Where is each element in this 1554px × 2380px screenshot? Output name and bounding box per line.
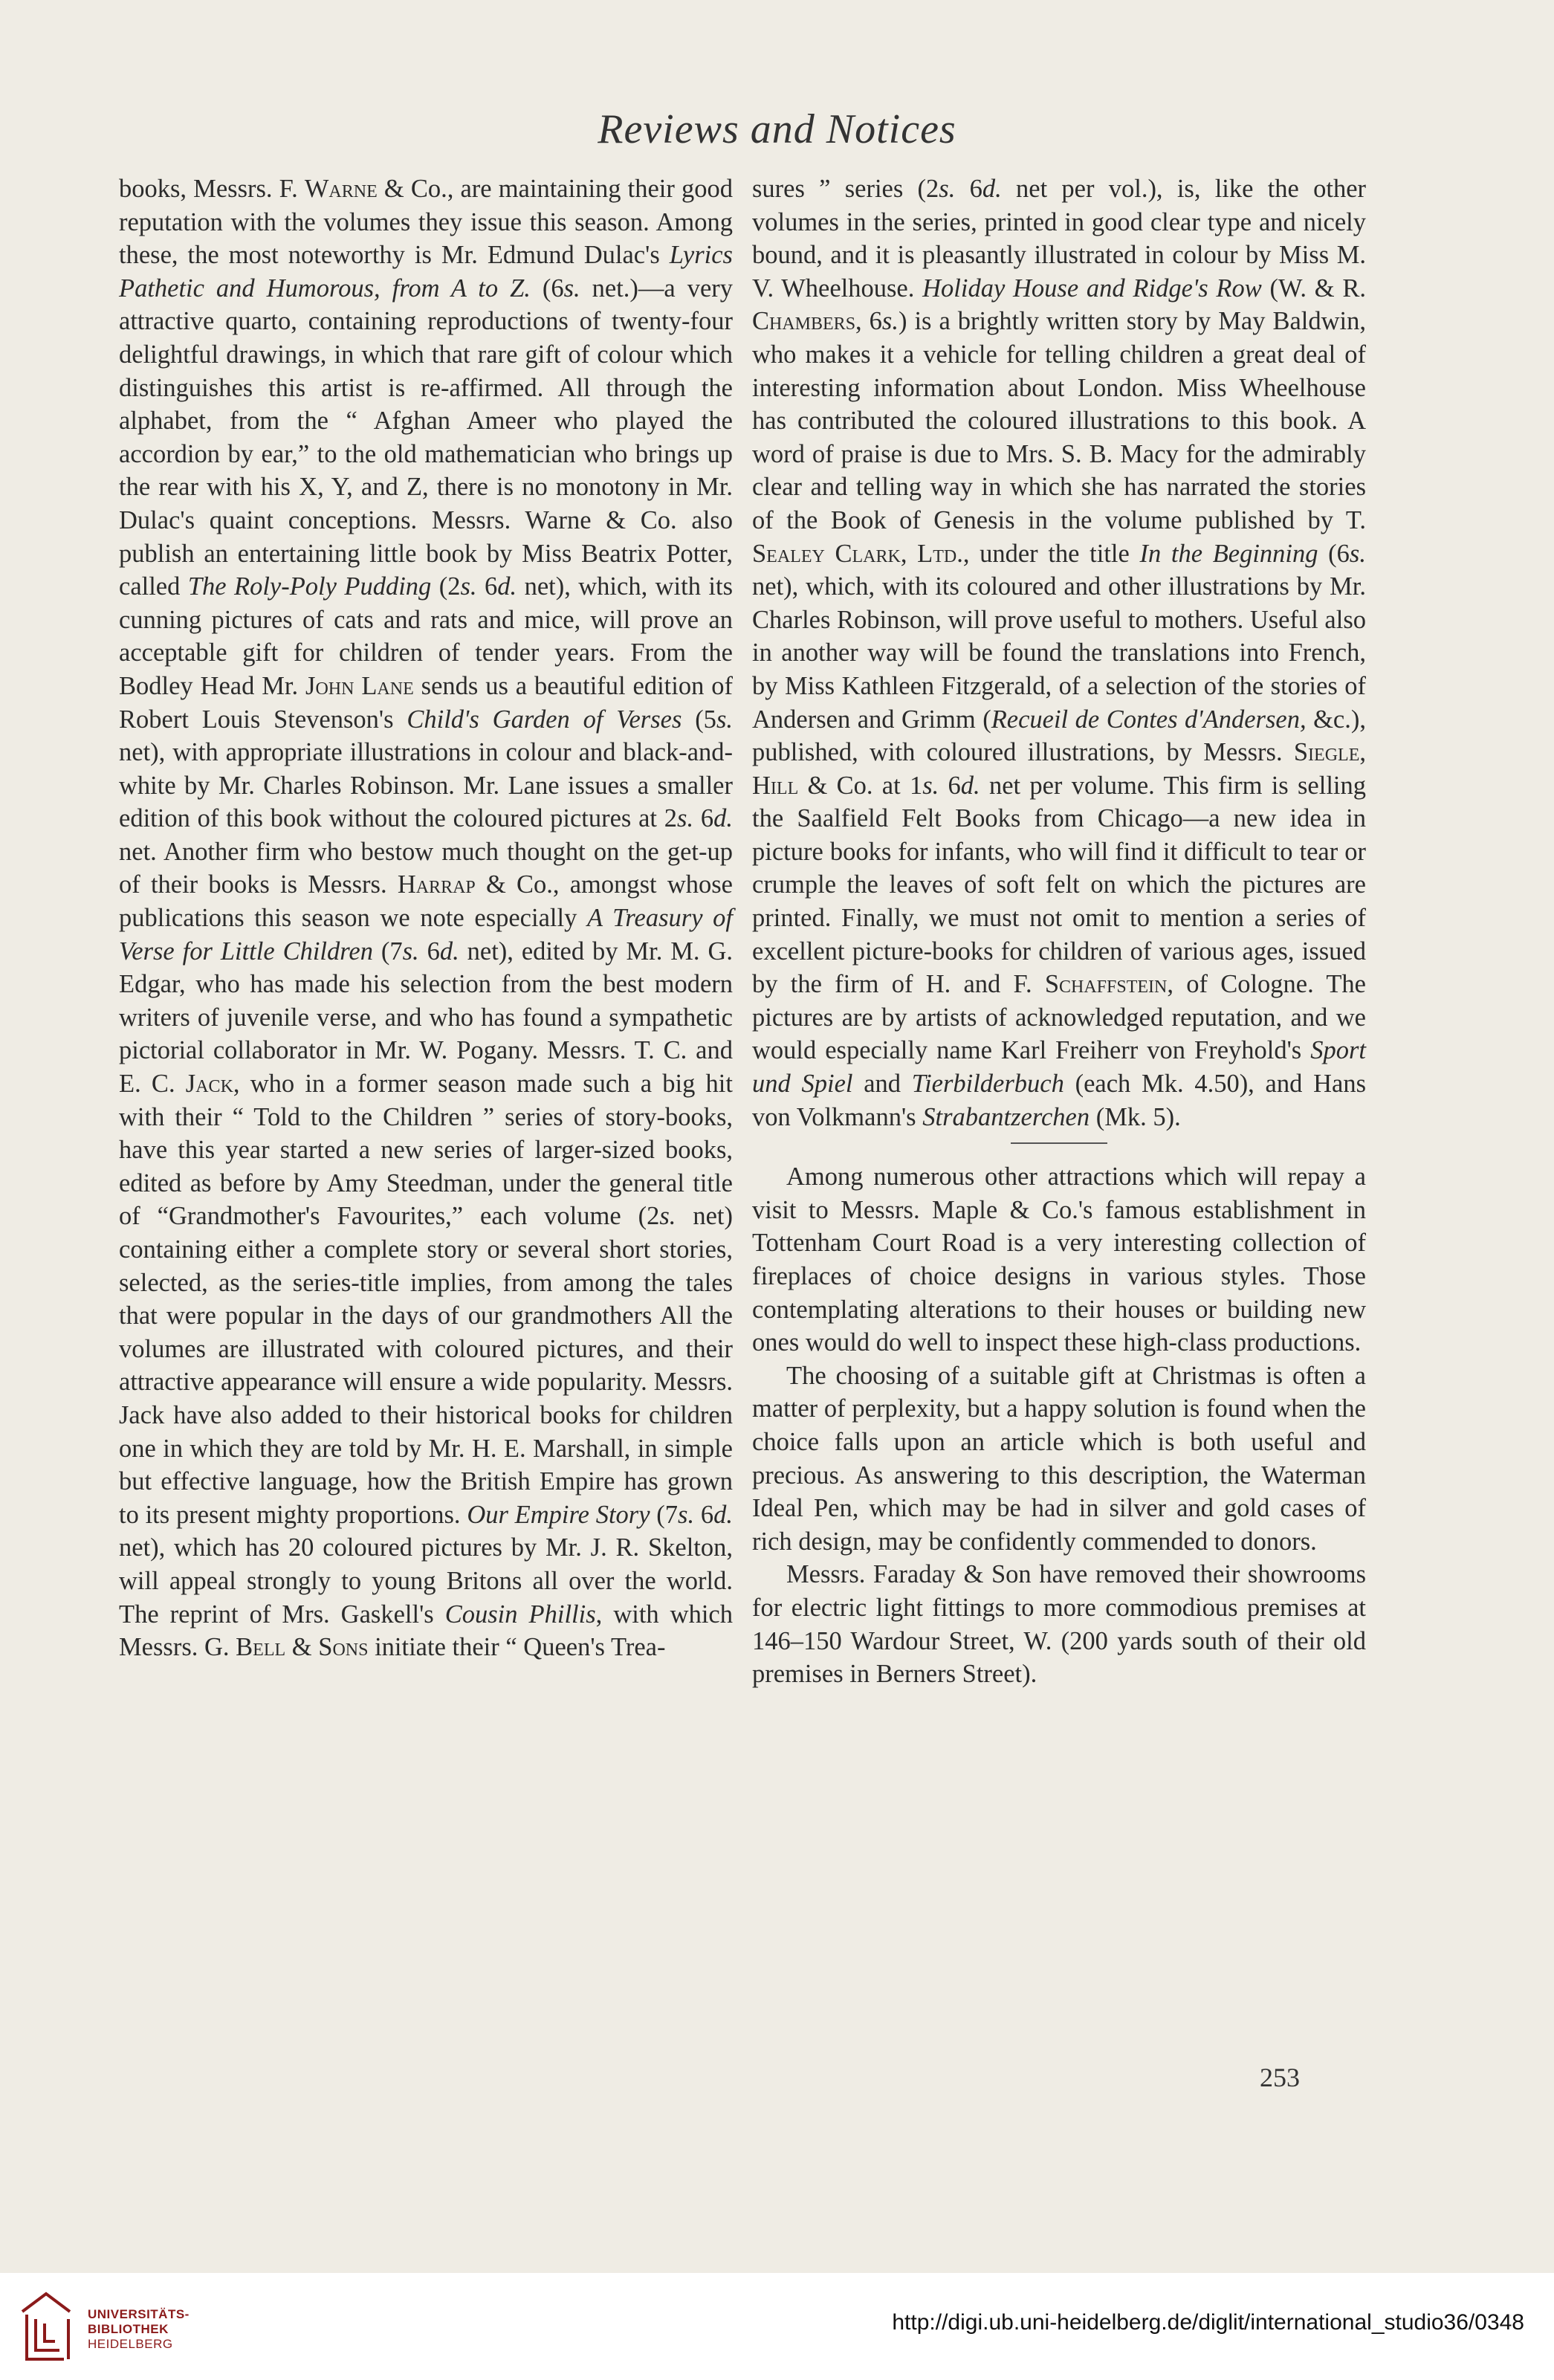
footer-bar bbox=[0, 2273, 1554, 2380]
section-divider bbox=[1011, 1142, 1107, 1144]
source-url-link[interactable]: http://digi.ub.uni-heidelberg.de/diglit/international_studio36/0348 bbox=[892, 2310, 1524, 2335]
right-paragraph-1: sures ” series (2s. 6d. net per vol.), is, like the other volumes in the series, printed in good clear type and nicely bound, and it is pleasantly illustrated in colour by Miss M. V. Wheelhouse. Holiday House and Ridge's Row (W. & R. Chambers, 6s.) is a brightly written story by May Baldwin, who makes it a vehicle for telling children a great deal of interesting information about London. Miss Wheelhouse has contributed the coloured illustrations to this book. A word of praise is due to Mrs. S. B. Macy for the admirably clear and telling way in which she has narrated the stories of the Book of Genesis in the volume published by T. Sealey Clark, Ltd., under the title In the Beginning (6s. net), which, with its coloured and other illustrations by Mr. Charles Robinson, will prove useful to mothers. Useful also in another way will be found the translations into French, by Miss Kathleen Fitzgerald, of a selection of the stories of Andersen and Grimm (Recueil de Contes d'Andersen, &c.), published, with coloured illustrations, by Messrs. Siegle, Hill & Co. at 1s. 6d. net per volume. This firm is selling the Saalfield Felt Books from Chicago—a new idea in picture books for infants, who will find it difficult to tear or crumple the leaves of soft felt on which the pictures are printed. Finally, we must not omit to mention a series of excellent picture-books for children of various ages, issued by the firm of H. and F. Schaffstein, of Cologne. The pictures are by artists of acknowledged reputation, and we would especially name Karl Freiherr von Freyhold's Sport und Spiel and Tierbilderbuch (each Mk. 4.50), and Hans von Volkmann's Strabantzerchen (Mk. 5). bbox=[752, 175, 1366, 1131]
right-paragraph-2: Among numerous other attractions which will repay a visit to Messrs. Maple & Co.'s famous establishment in Tottenham Court Road is a very interesting collection of fireplaces of choice designs in various styles. Those contemplating alterations to their houses or building new ones would do well to inspect these high-class productions. bbox=[752, 1162, 1366, 1357]
right-paragraph-4: Messrs. Faraday & Son have removed their showrooms for electric light fittings to more commodious premises at 146–150 Wardour Street, W. (200 yards south of their old premises in Berners Street). bbox=[752, 1560, 1366, 1689]
left-column bbox=[119, 172, 733, 1664]
right-column bbox=[752, 172, 1366, 1691]
running-head: Reviews and Notices bbox=[598, 106, 956, 152]
right-paragraph-3: The choosing of a suitable gift at Christmas is often a matter of perplexity, but a happy solution is found when the choice falls upon an article which is both useful and precious. As answering to this description, the Waterman Ideal Pen, which may be had in silver and gold cases of rich design, may be confidently commended to donors. bbox=[752, 1361, 1366, 1556]
heidelberg-library-logo-icon bbox=[16, 2289, 74, 2364]
left-paragraph-1: books, Messrs. F. Warne & Co., are maintaining their good reputation with the volumes they issue this season. Among these, the most noteworthy is Mr. Edmund Dulac's Lyrics Pathetic and Humorous, from A to Z. (6s. net.)—a very attractive quarto, containing reproductions of twenty-four delightful drawings, in which that rare gift of colour which distinguishes this artist is re-affirmed. All through the alphabet, from the “ Afghan Ameer who played the accordion by ear,” to the old mathematician who brings up the rear with his X, Y, and Z, there is no monotony in Mr. Dulac's quaint conceptions. Messrs. Warne & Co. also publish an entertaining little book by Miss Beatrix Potter, called The Roly-Poly Pudding (2s. 6d. net), which, with its cunning pictures of cats and rats and mice, will prove an acceptable gift for children of tender years. From the Bodley Head Mr. John Lane sends us a beautiful edition of Robert Louis Stevenson's Child's Garden of Verses (5s. net), with appropriate illustrations in colour and black-and-white by Mr. Charles Robinson. Mr. Lane issues a smaller edition of this book without the coloured pictures at 2s. 6d. net. Another firm who bestow much thought on the get-up of their books is Messrs. Harrap & Co., amongst whose publications this season we note especially A Treasury of Verse for Little Children (7s. 6d. net), edited by Mr. M. G. Edgar, who has made his selection from the best modern writers of juvenile verse, and who has found a sympathetic pictorial collaborator in Mr. W. Pogany. Messrs. T. C. and E. C. Jack, who in a former season made such a big hit with their “ Told to the Children ” series of story-books, have this year started a new series of larger-sized books, edited as before by Amy Steedman, under the general title of “Grandmother's Favourites,” each volume (2s. net) containing either a complete story or several short stories, selected, as the series-title implies, from among the tales that were popular in the days of our grandmothers All the volumes are illustrated with coloured pictures, and their attractive appearance will ensure a wide popularity. Messrs. Jack have also added to their historical books for children one in which they are told by Mr. H. E. Marshall, in simple but effective language, how the British Empire has grown to its present mighty proportions. Our Empire Story (7s. 6d. net), which has 20 coloured pictures by Mr. J. R. Skelton, will appeal strongly to young Britons all over the world. The reprint of Mrs. Gaskell's Cousin Phillis, with which Messrs. G. Bell & Sons initiate their “ Queen's Trea- bbox=[119, 175, 734, 1662]
page-number: 253 bbox=[1260, 2063, 1300, 2092]
library-name: UNIVERSITÄTS- BIBLIOTHEK HEIDELBERG bbox=[88, 2307, 190, 2351]
